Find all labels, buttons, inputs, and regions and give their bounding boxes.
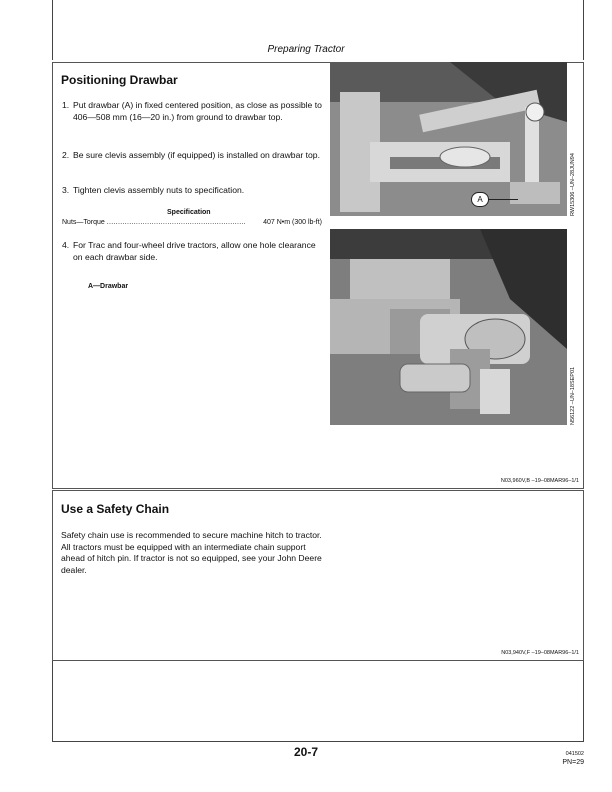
spec-label: Nuts—Torque xyxy=(62,219,105,226)
callout-letter: A xyxy=(477,195,483,204)
photo1-code: RW15306 –UN–28JUN94 xyxy=(570,153,576,216)
step-number: 2. xyxy=(62,150,70,160)
page-header: Preparing Tractor xyxy=(267,44,345,55)
page-number: 20-7 xyxy=(293,745,319,759)
section1-ref: N03,960V,B –19–08MAR96–1/1 xyxy=(500,478,579,484)
photo2-code: N56122 –UN–18SEP01 xyxy=(570,366,576,425)
drawbar-photo-2 xyxy=(330,229,567,425)
legend-drawbar: A—Drawbar xyxy=(88,283,129,290)
footer-pn: PN=29 xyxy=(562,759,584,766)
callout-a xyxy=(471,192,489,207)
spec-value: 407 N•m (300 lb-ft) xyxy=(263,219,322,226)
step-number: 3. xyxy=(62,185,70,195)
callout-line xyxy=(488,199,518,200)
footer-rule xyxy=(52,741,584,742)
spec-row xyxy=(62,219,324,226)
section2-text: Safety chain use is recommended to secure machine hitch to tractor. All tractors must be equipped with an intermediate chain support ahead of hitch pin. If tractor is not so equipped, see your John Deere dealer. xyxy=(61,530,322,575)
drawbar-illustration-2 xyxy=(330,229,567,425)
section-title: Positioning Drawbar xyxy=(61,73,178,87)
step-text: Be sure clevis assembly (if equipped) is installed on drawbar top. xyxy=(73,150,320,160)
margin-rule-left-bottom xyxy=(52,661,53,741)
step-2 xyxy=(62,150,324,162)
section-title: Use a Safety Chain xyxy=(61,502,170,516)
step-text: For Trac and four-wheel drive tractors, allow one hole clearance on each drawbar side. xyxy=(73,240,316,262)
spec-leader: .............................................................. xyxy=(106,219,246,226)
step-3 xyxy=(62,185,324,197)
drawbar-photo-1 xyxy=(330,62,567,216)
step-text: Put drawbar (A) in fixed centered position, as close as possible to 406—508 mm (16—20 in.) from ground to drawbar top. xyxy=(73,100,322,122)
drawbar-illustration-1 xyxy=(330,62,567,216)
step-number: 4. xyxy=(62,240,70,250)
footer-code: 041502 xyxy=(565,751,584,757)
step-1 xyxy=(62,100,324,123)
spec-title: Specification xyxy=(167,209,211,216)
step-text: Tighten clevis assembly nuts to specification. xyxy=(73,185,245,195)
margin-rule-right-bottom xyxy=(583,661,584,741)
step-number: 1. xyxy=(62,100,70,110)
section2-ref: N03,940V,F –19–08MAR96–1/1 xyxy=(501,650,579,656)
step-4 xyxy=(62,240,324,263)
